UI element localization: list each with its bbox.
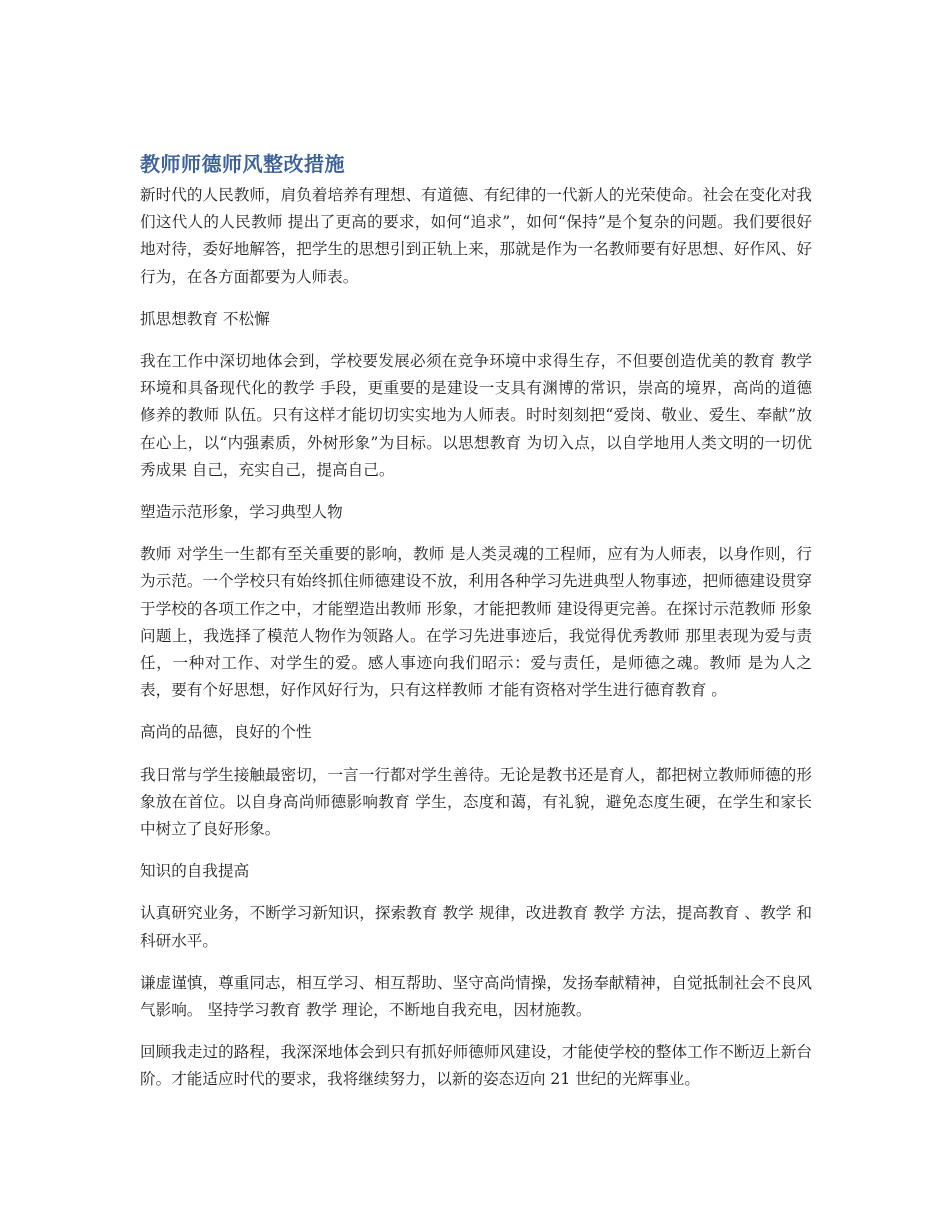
section-body-ideology: 我在工作中深切地体会到，学校要发展必须在竞争环境中求得生存，不但要创造优美的教育 教学 环境和具备现代化的教学 手段，更重要的是建设一支具有渊博的常识，崇高的境界，高尚的道德修养的教师 队伍。只有这样才能切切实实地为人师表。时时刻刻把“爱岗、敬业、爱生、奉献”放在心上，以“内强素质，外树形象”为目标。以思想教育 为切入点，以自学地用人类文明的一切优秀成果 自己，充实自己，提高自己。 bbox=[140, 352, 812, 479]
section-heading-role-model: 塑造示范形象，学习典型人物 bbox=[140, 503, 343, 522]
document-title: 教师师德师风整改措施 bbox=[140, 152, 345, 176]
section-heading-knowledge: 知识的自我提高 bbox=[140, 862, 250, 881]
section-body-knowledge: 认真研究业务，不断学习新知识，探索教育 教学 规律，改进教育 教学 方法，提高教育 、教学 和科研水平。 bbox=[140, 904, 812, 950]
document-page bbox=[140, 150, 812, 1109]
section-heading-character: 高尚的品德，良好的个性 bbox=[140, 723, 312, 742]
section-body-modesty: 谦虚谨慎，尊重同志，相互学习、相互帮助、坚守高尚情操，发扬奉献精神，自觉抵制社会不良风气影响。 坚持学习教育 教学 理论，不断地自我充电，因材施教。 bbox=[140, 973, 812, 1020]
conclusion-paragraph: 回顾我走过的路程，我深深地体会到只有抓好师德师风建设，才能使学校的整体工作不断迈上新台阶。才能适应时代的要求，我将继续努力，以新的姿态迈向 21 世纪的光辉事业。 bbox=[140, 1043, 812, 1089]
intro-paragraph: 新时代的人民教师，肩负着培养有理想、有道德、有纪律的一代新人的光荣使命。社会在变化对我们这代人的人民教师 提出了更高的要求，如何“追求”，如何“保持”是个复杂的问题。我们要很好地对待，委好地解答，把学生的思想引到正轨上来，那就是作为一名教师要有好思想、好作风、好行为，在各方面都要为人师表。 bbox=[140, 186, 812, 286]
section-body-character: 我日常与学生接触最密切，一言一行都对学生善待。无论是教书还是育人，都把树立教师师德的形象放在首位。以自身高尚师德影响教育 学生，态度和蔼，有礼貌，避免态度生硬，在学生和家长中树立了良好形象。 bbox=[140, 765, 812, 839]
section-heading-ideology: 抓思想教育 不松懈 bbox=[140, 309, 270, 328]
section-body-role-model: 教师 对学生一生都有至关重要的影响，教师 是人类灵魂的工程师，应有为人师表，以身作则，行为示范。一个学校只有始终抓住师德建设不放，利用各种学习先进典型人物事迹，把师德建设贯穿于学校的各项工作之中，才能塑造出教师 形象，才能把教师 建设得更完善。在探讨示范教师 形象问题上，我选择了模范人物作为领路人。在学习先进事迹后，我觉得优秀教师 那里表现为爱与责任，一种对工作、对学生的爱。感人事迹向我们昭示：爱与责任，是师德之魂。教师 是为人之表，要有个好思想，好作风好行为，只有这样教师 才能有资格对学生进行德育教育 。 bbox=[140, 545, 812, 700]
